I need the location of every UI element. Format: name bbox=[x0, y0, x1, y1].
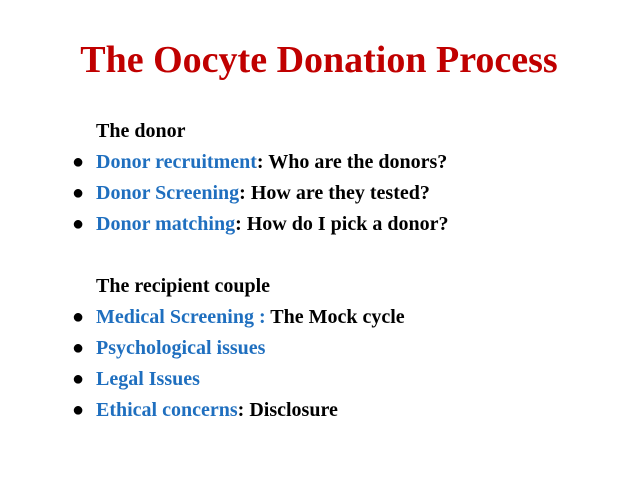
list-item-donor-matching bbox=[72, 209, 632, 240]
item-highlight: Ethical concerns bbox=[96, 399, 238, 421]
list-item-donor-recruitment bbox=[72, 147, 632, 178]
item-highlight: Donor Screening bbox=[96, 182, 240, 204]
section-spacer bbox=[72, 240, 632, 271]
list-item-medical-screening bbox=[72, 302, 632, 333]
bullet-dot-icon: ● bbox=[72, 151, 85, 173]
bullet-dot-icon: ● bbox=[72, 182, 85, 204]
bullet-dot-icon: ● bbox=[72, 399, 85, 421]
list-item-psychological-issues bbox=[72, 333, 632, 364]
bullet-dot-icon: ● bbox=[72, 368, 85, 390]
item-highlight: Medical Screening : bbox=[96, 306, 271, 328]
bullet-dot-icon: ● bbox=[72, 337, 85, 359]
slide-content bbox=[72, 116, 632, 426]
item-text: : Who are the donors? bbox=[256, 151, 448, 173]
item-text: : How are they tested? bbox=[239, 182, 430, 204]
bullet-dot-icon: ● bbox=[72, 213, 85, 235]
item-text: : How do I pick a donor? bbox=[235, 213, 449, 235]
list-item-donor-screening bbox=[72, 178, 632, 209]
item-highlight: Donor recruitment bbox=[96, 151, 257, 173]
recipient-section-heading: The recipient couple bbox=[96, 275, 271, 297]
item-highlight: Legal Issues bbox=[96, 368, 200, 390]
slide-title: The Oocyte Donation Process bbox=[80, 39, 558, 81]
bullet-dot-icon: ● bbox=[72, 306, 85, 328]
item-highlight: Psychological issues bbox=[96, 337, 266, 359]
item-text: : Disclosure bbox=[237, 399, 338, 421]
donor-section-heading: The donor bbox=[96, 120, 186, 142]
item-text: The Mock cycle bbox=[270, 306, 405, 328]
item-highlight: Donor matching bbox=[96, 213, 236, 235]
list-item-ethical-concerns bbox=[72, 395, 632, 426]
list-item-legal-issues bbox=[72, 364, 632, 395]
